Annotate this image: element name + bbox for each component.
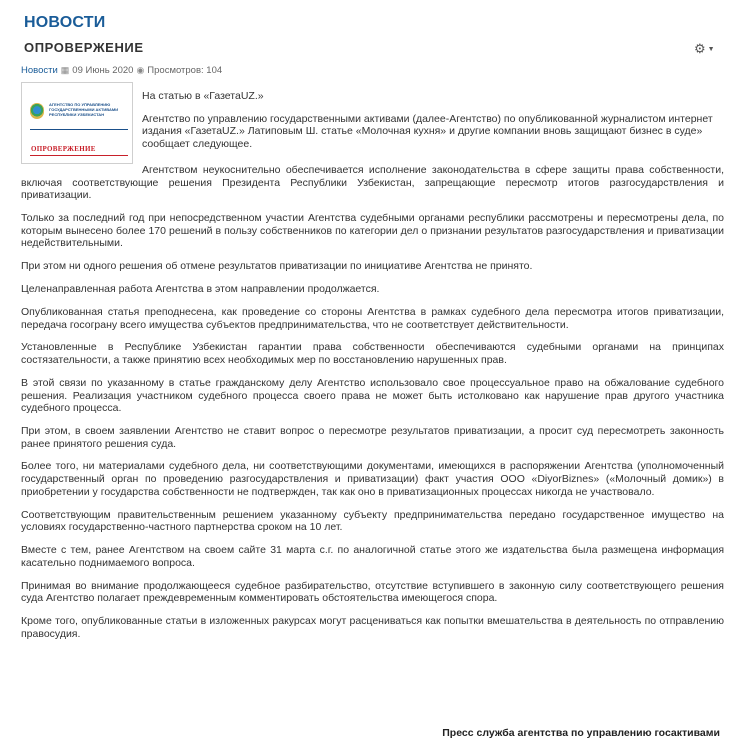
article-body xyxy=(21,164,724,650)
thumbnail-divider xyxy=(30,129,128,130)
paragraph: Принимая во внимание продолжающееся судебное разбирательство, отсутствие вступившего в законную силу соответствующего решения суда Агентство полагает преждевременным комментировать обстоятельства имеющегося спора. xyxy=(21,579,724,605)
publish-date: 09 Июнь 2020 xyxy=(72,65,134,76)
caret-down-icon[interactable]: ▼ xyxy=(707,46,715,53)
article-thumbnail[interactable] xyxy=(21,82,133,164)
paragraph: В этой связи по указанному в статье гражданскому делу Агентство использовало свое процессуальное право на обжалование судебного решения. Реализация участником судебного процесса своего права не может быть истолковано как нарушение прав другого участника судебного процесса. xyxy=(21,376,724,415)
article-title: ОПРОВЕРЖЕНИЕ xyxy=(24,40,144,55)
press-signature: Пресс служба агентства по управлению госактивами xyxy=(442,727,720,739)
calendar-icon: ▦ xyxy=(60,65,70,75)
paragraph: При этом ни одного решения об отмене результатов приватизации по инициативе Агентства не принято. xyxy=(21,260,533,273)
view-count: Просмотров: 104 xyxy=(147,65,223,76)
paragraph: Более того, ни материалами судебного дела, ни соответствующими документами, имеющихся в распоряжении Агентства (уполномоченный государственный орган по проведению разгосударствления и приватизации) факт участия ООО «DiyorBiznes» («Молочный домик») в приобретении у государства собственности не подтвержден, так как оно в приватизационных процессах никогда не участвовало. xyxy=(21,460,724,498)
paragraph: Агентством неукоснительно обеспечивается исполнение законодательства в сфере защиты права собственности, включая соответствующие решения Президента Республики Узбекистан, запрещающие пересмотр итогов разгосударствления и приватизации. xyxy=(21,164,724,202)
paragraph: Соответствующим правительственным решением указанному субъекту предпринимательства передано государственное имущество на условиях государственно-частного партнерства сроком на 10 лет. xyxy=(21,508,724,534)
paragraph: Только за последний год при непосредственном участии Агентства судебными органами республики рассмотрены и пересмотрены дела, по которым вынесено более 170 решений в пользу собственников по категории дел о признании результатов разгосударствления и приватизации недействительными. xyxy=(21,212,724,250)
article-tools-dropdown[interactable] xyxy=(694,42,715,55)
paragraph: Вместе с тем, ранее Агентством на своем сайте 31 марта с.г. по аналогичной статье этого же издательства была размещена информация касательно поднимаемого вопроса. xyxy=(21,544,724,569)
paragraph: Целенаправленная работа Агентства в этом направлении продолжается. xyxy=(21,283,380,296)
gear-icon[interactable]: ⚙ xyxy=(694,41,706,56)
article-intro xyxy=(142,90,724,150)
paragraph: Установленные в Республике Узбекистан гарантии права собственности обеспечиваются судебными органами на принципах состязательности, а также принятию всех необходимых мер по восстановлению нарушенных прав. xyxy=(21,341,724,367)
intro-text: Агентство по управлению государственными активами (далее-Агентство) по опубликованной журналистом интернет издания «ГазетаUZ.» Латиповым Ш. статье «Молочная кухня» и другие компании вновь защищают бизнес в суде» сообщает следующее. xyxy=(142,112,713,150)
state-emblem-icon xyxy=(30,103,44,119)
paragraph: Кроме того, опубликованные статьи в изложенных ракурсах могут расцениваться как попытки вмешательства в деятельность по отправлению правосудия. xyxy=(21,615,724,640)
section-title[interactable]: НОВОСТИ xyxy=(24,14,106,31)
thumbnail-org-text: АГЕНТСТВО ПО УПРАВЛЕНИЮ ГОСУДАРСТВЕННЫМИ АКТИВАМИ РЕСПУБЛИКИ УЗБЕКИСТАН xyxy=(49,102,119,117)
paragraph: Опубликованная статья преподнесена, как проведение со стороны Агентства в рамках судебного дела пересмотра итогов приватизации, передача госограну всего имущества субъектов предпринимательства, что не соответствует действительности. xyxy=(21,305,724,331)
article-meta xyxy=(21,65,222,76)
paragraph: При этом, в своем заявлении Агентство не ставит вопрос о пересмотре результатов приватизации, а просит суд пересмотреть законность ранее принятого решения суда. xyxy=(21,424,724,450)
eye-icon: ◉ xyxy=(136,65,145,75)
intro-addressee: На статью в «ГазетаUZ.» xyxy=(142,90,264,102)
thumbnail-stamp-text: ОПРОВЕРЖЕНИЕ xyxy=(31,145,96,153)
category-link[interactable]: Новости xyxy=(21,65,58,76)
thumbnail-red-line xyxy=(30,155,128,156)
